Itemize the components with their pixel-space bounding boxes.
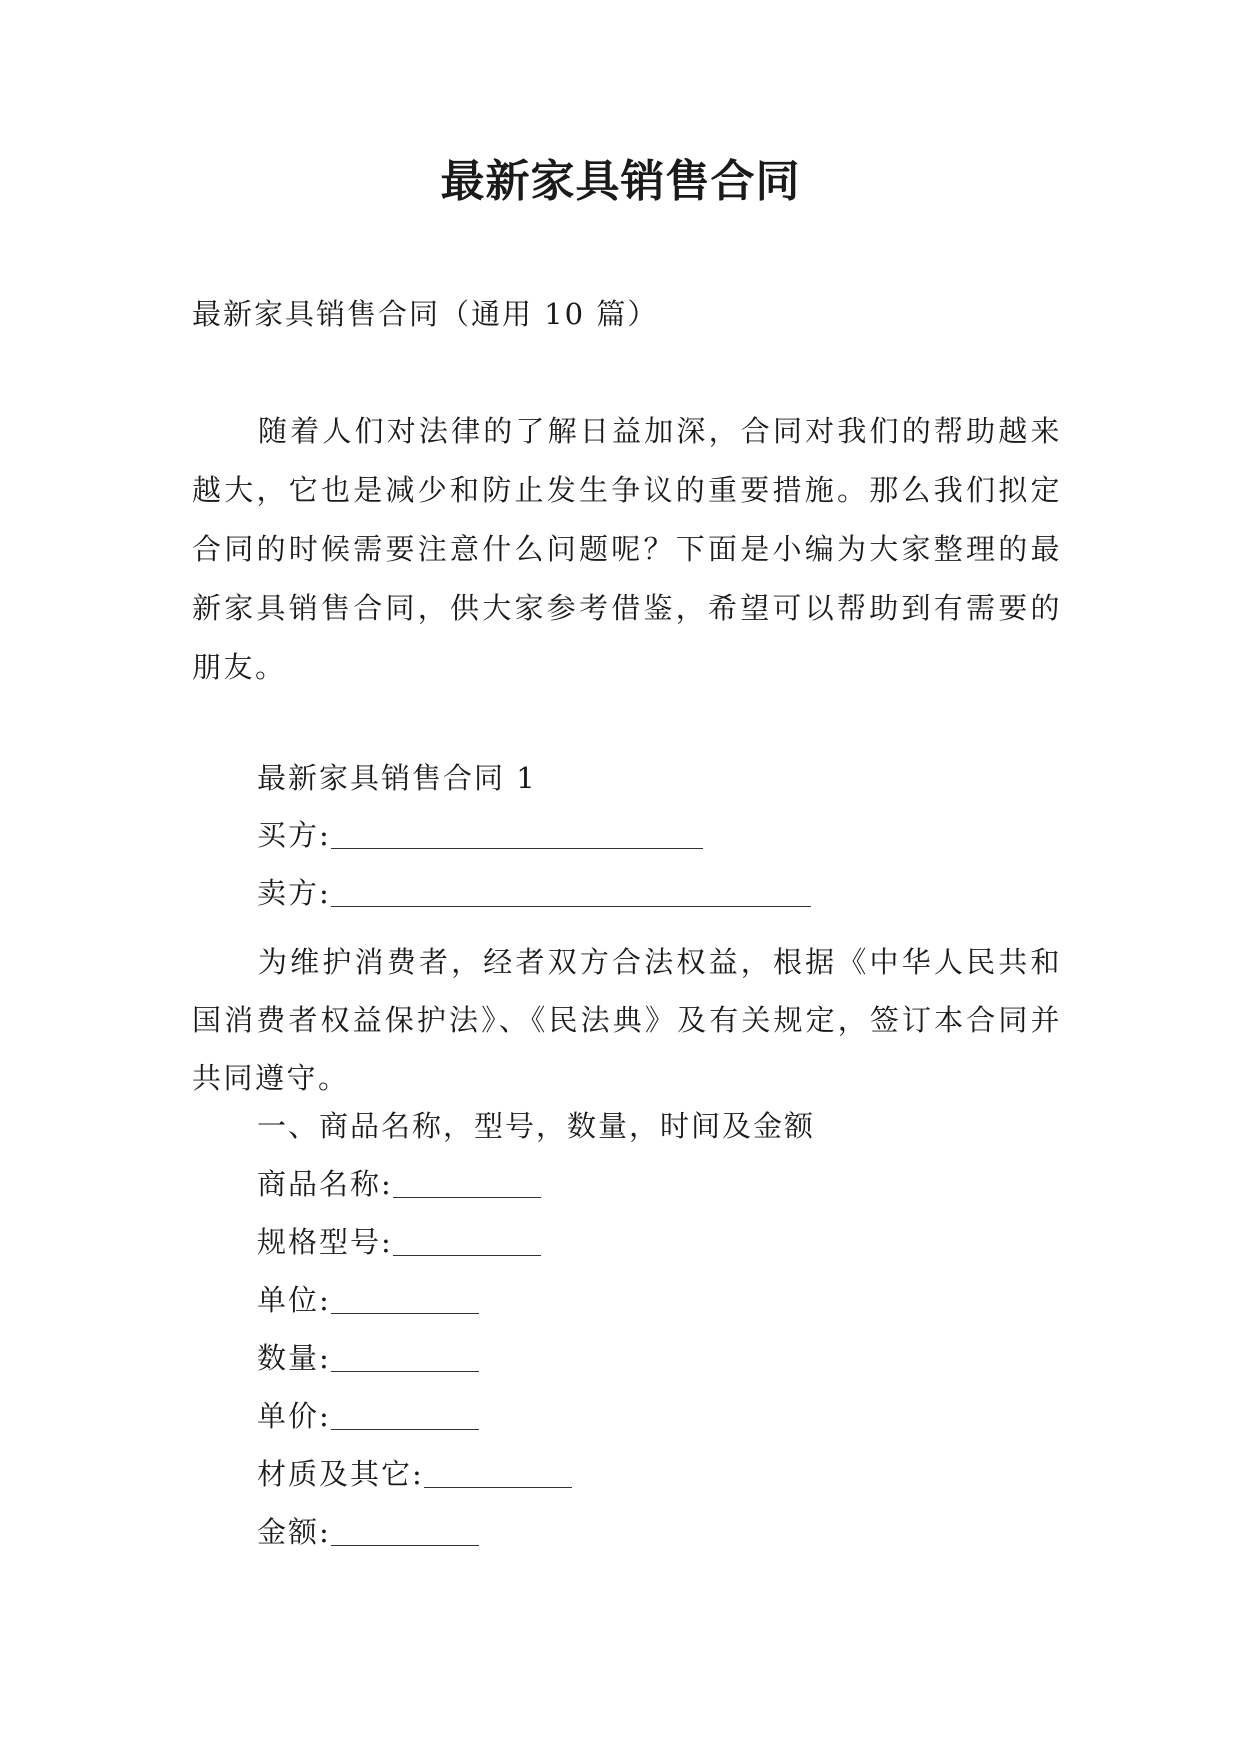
seller-line bbox=[257, 873, 811, 913]
quantity-field bbox=[257, 1338, 479, 1378]
quantity-blank bbox=[331, 1347, 479, 1372]
buyer-blank bbox=[331, 824, 703, 849]
material-other-label: 材质及其它: bbox=[257, 1457, 424, 1491]
unit-blank bbox=[331, 1289, 479, 1314]
seller-blank bbox=[331, 882, 811, 907]
buyer-line bbox=[257, 815, 703, 855]
unit-price-field bbox=[257, 1396, 479, 1436]
preamble-paragraph: 为维护消费者，经者双方合法权益，根据《中华人民共和国消费者权益保护法》、《民法典》及有关规定，签订本合同并共同遵守。 bbox=[192, 945, 1062, 1095]
spec-model-blank bbox=[393, 1231, 541, 1256]
spec-model-label: 规格型号: bbox=[257, 1225, 393, 1259]
contract-1-heading: 最新家具销售合同 1 bbox=[257, 761, 537, 795]
product-name-blank bbox=[393, 1173, 541, 1198]
amount-blank bbox=[331, 1521, 479, 1546]
material-other-blank bbox=[424, 1463, 572, 1488]
document-title: 最新家具销售合同 bbox=[440, 156, 801, 207]
unit-price-label: 单价: bbox=[257, 1399, 331, 1433]
product-name-label: 商品名称: bbox=[257, 1167, 393, 1201]
quantity-label: 数量: bbox=[257, 1341, 331, 1375]
material-other-field bbox=[257, 1454, 572, 1494]
unit-label: 单位: bbox=[257, 1283, 331, 1317]
amount-label: 金额: bbox=[257, 1515, 331, 1549]
intro-paragraph: 随着人们对法律的了解日益加深，合同对我们的帮助越来越大，它也是减少和防止发生争议的重要措施。那么我们拟定合同的时候需要注意什么问题呢？下面是小编为大家整理的最新家具销售合同，供大家参考借鉴，希望可以帮助到有需要的朋友。 bbox=[192, 414, 1062, 684]
product-name-field bbox=[257, 1164, 541, 1204]
seller-label: 卖方: bbox=[257, 876, 331, 910]
amount-field bbox=[257, 1512, 479, 1552]
section-1-heading: 一、商品名称，型号，数量，时间及金额 bbox=[257, 1109, 816, 1143]
buyer-label: 买方: bbox=[257, 818, 331, 852]
unit-field bbox=[257, 1280, 479, 1320]
unit-price-blank bbox=[331, 1405, 479, 1430]
document-subtitle: 最新家具销售合同（通用 10 篇） bbox=[192, 297, 659, 331]
spec-model-field bbox=[257, 1222, 541, 1262]
